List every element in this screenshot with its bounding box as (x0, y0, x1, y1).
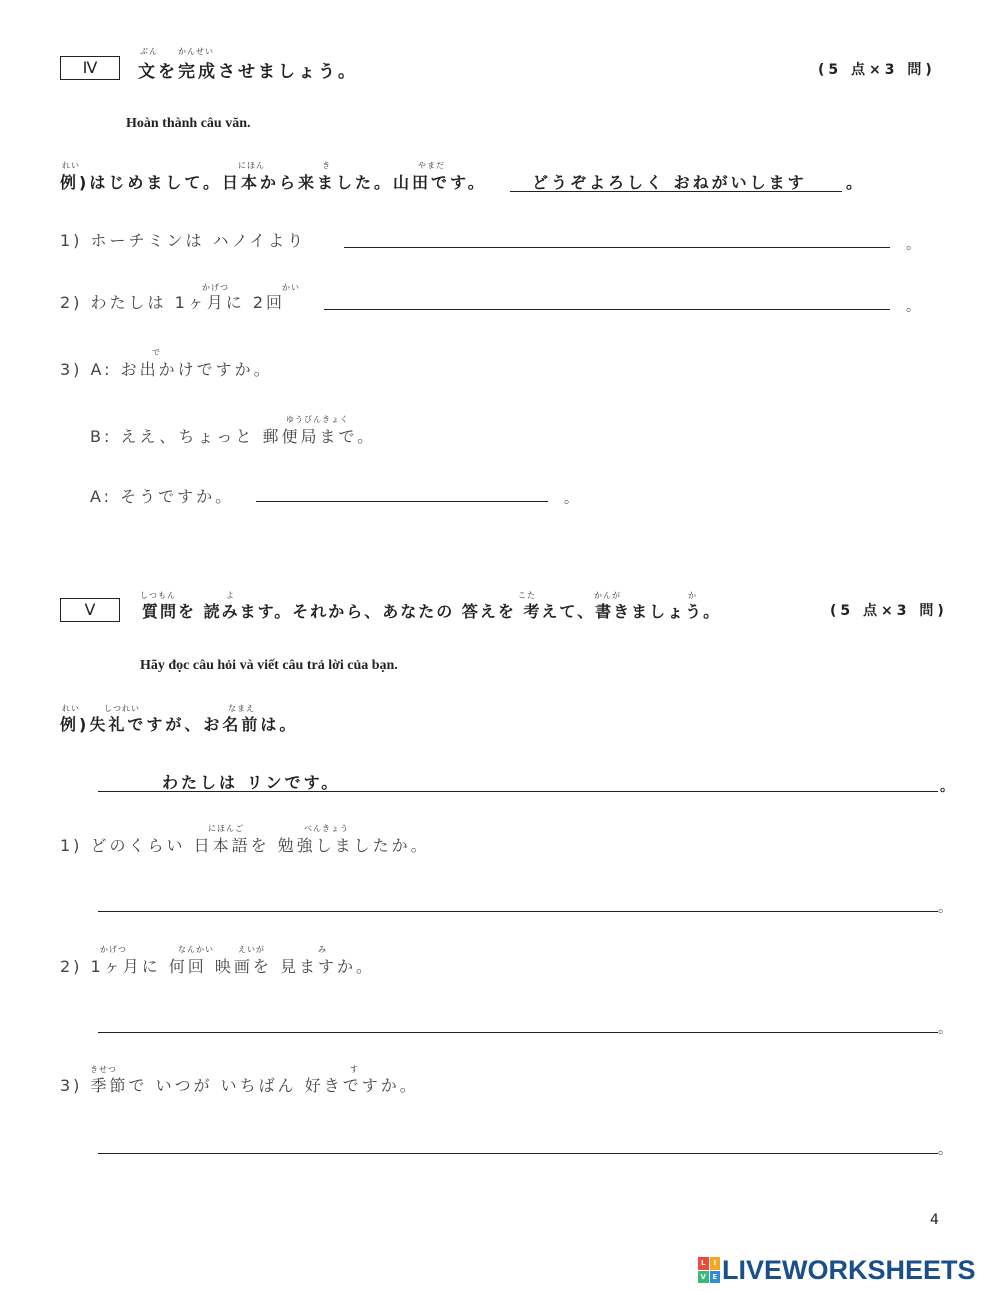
section-5-q3-period: 。 (938, 1142, 952, 1158)
section-4-q1-text: 1) ホーチミンは ハノイより (60, 231, 307, 250)
ruby-nihon: にほん (238, 161, 265, 170)
ruby-shitsumon: しつもん (140, 591, 176, 600)
ruby-su: す (350, 1065, 359, 1074)
section-4-example-end: 。 (846, 173, 866, 192)
section-4-example-answer: どうぞよろしく おねがいします (532, 173, 807, 192)
section-4-vietnamese: Hoàn thành câu văn. (126, 116, 251, 131)
page-number: 4 (930, 1212, 939, 1228)
section-5-q1-period: 。 (938, 900, 952, 916)
ruby-kisetsu: きせつ (90, 1065, 117, 1074)
ruby-nankai: なんかい (178, 945, 214, 954)
section-5-score: (5 点×3 問) (830, 603, 948, 619)
logo-letter-i: I (710, 1257, 721, 1270)
liveworksheets-logo-text: LIVEWORKSHEETS (722, 1254, 976, 1285)
section-5-q2-period: 。 (938, 1021, 952, 1037)
section-5-number-box: Ⅴ (60, 598, 120, 622)
section-5-q2-text: 2) 1ヶ月に 何回 映画を 見ますか。 (60, 957, 375, 976)
section-4-instruction: 文を完成させましょう。 (138, 62, 358, 82)
section-4-q2-period: 。 (906, 299, 920, 315)
section-4-score: (5 点×3 問) (818, 62, 936, 78)
section-5-instruction: 質問を 読みます。それから、あなたの 答えを 考えて、書きましょう。 (142, 602, 722, 621)
ruby-de: で (152, 348, 161, 357)
section-5-q1-text: 1) どのくらい 日本語を 勉強しましたか。 (60, 836, 430, 855)
ruby-ki: き (322, 161, 331, 170)
section-4-q2-text: 2) わたしは 1ヶ月に 2回 (60, 293, 286, 312)
section-4-q2-answer-input[interactable] (324, 286, 890, 310)
section-4-q1-period: 。 (906, 237, 920, 253)
ruby-yo: よ (226, 591, 235, 600)
section-4-q3b-text: B: ええ、ちょっと 郵便局まで。 (90, 427, 377, 446)
ruby-rei-5: れい (62, 704, 80, 713)
section-5-q1-answer-input[interactable] (98, 888, 938, 912)
ruby-kai-4: かい (282, 283, 300, 292)
ruby-shitsurei: しつれい (104, 704, 140, 713)
ruby-bun: ぶん (140, 47, 158, 56)
section-4-example-prompt: 例)はじめまして。日本から来ました。山田です。 (60, 173, 487, 192)
ruby-nihongo: にほんご (208, 824, 244, 833)
ruby-kansei: かんせい (178, 47, 214, 56)
ruby-kanga: かんが (594, 591, 621, 600)
section-5-example-prompt: 例)失礼ですが、お名前は。 (60, 715, 299, 734)
ruby-yamada: やまだ (418, 161, 445, 170)
liveworksheets-logo-icon (698, 1257, 720, 1283)
ruby-eiga: えいが (238, 945, 265, 954)
ruby-yuubinkyoku: ゆうびんきょく (286, 415, 349, 424)
section-4-q3-period: 。 (564, 491, 578, 507)
ruby-ka: か (688, 591, 697, 600)
section-4-q3a-text: 3) A: お出かけですか。 (60, 360, 273, 379)
ruby-namae: なまえ (228, 704, 255, 713)
section-4-number-box: Ⅳ (60, 56, 120, 80)
section-5-q3-text: 3) 季節で いつが いちばん 好きですか。 (60, 1076, 419, 1095)
section-5-q3-answer-input[interactable] (98, 1130, 938, 1154)
section-5-example-answer: わたしは リンです。 (162, 773, 341, 792)
logo-letter-v: V (698, 1271, 709, 1284)
logo-letter-l: L (698, 1257, 709, 1270)
liveworksheets-logo[interactable] (698, 1253, 976, 1287)
ruby-kagetsu-5: かげつ (100, 945, 127, 954)
section-5-example-period: 。 (940, 779, 954, 795)
section-5-q2-answer-input[interactable] (98, 1009, 938, 1033)
section-5-vietnamese: Hãy đọc câu hỏi và viết câu trả lời của bạn. (140, 658, 398, 673)
ruby-rei: れい (62, 161, 80, 170)
section-4-q3c-text: A: そうですか。 (90, 487, 235, 506)
logo-letter-e: E (710, 1271, 721, 1284)
ruby-mi: み (318, 945, 327, 954)
ruby-kagetsu-4: かげつ (202, 283, 229, 292)
section-4-q3-answer-input[interactable] (256, 478, 548, 502)
ruby-benkyou: べんきょう (304, 824, 349, 833)
section-4-q1-answer-input[interactable] (344, 224, 890, 248)
ruby-kota: こた (518, 591, 536, 600)
